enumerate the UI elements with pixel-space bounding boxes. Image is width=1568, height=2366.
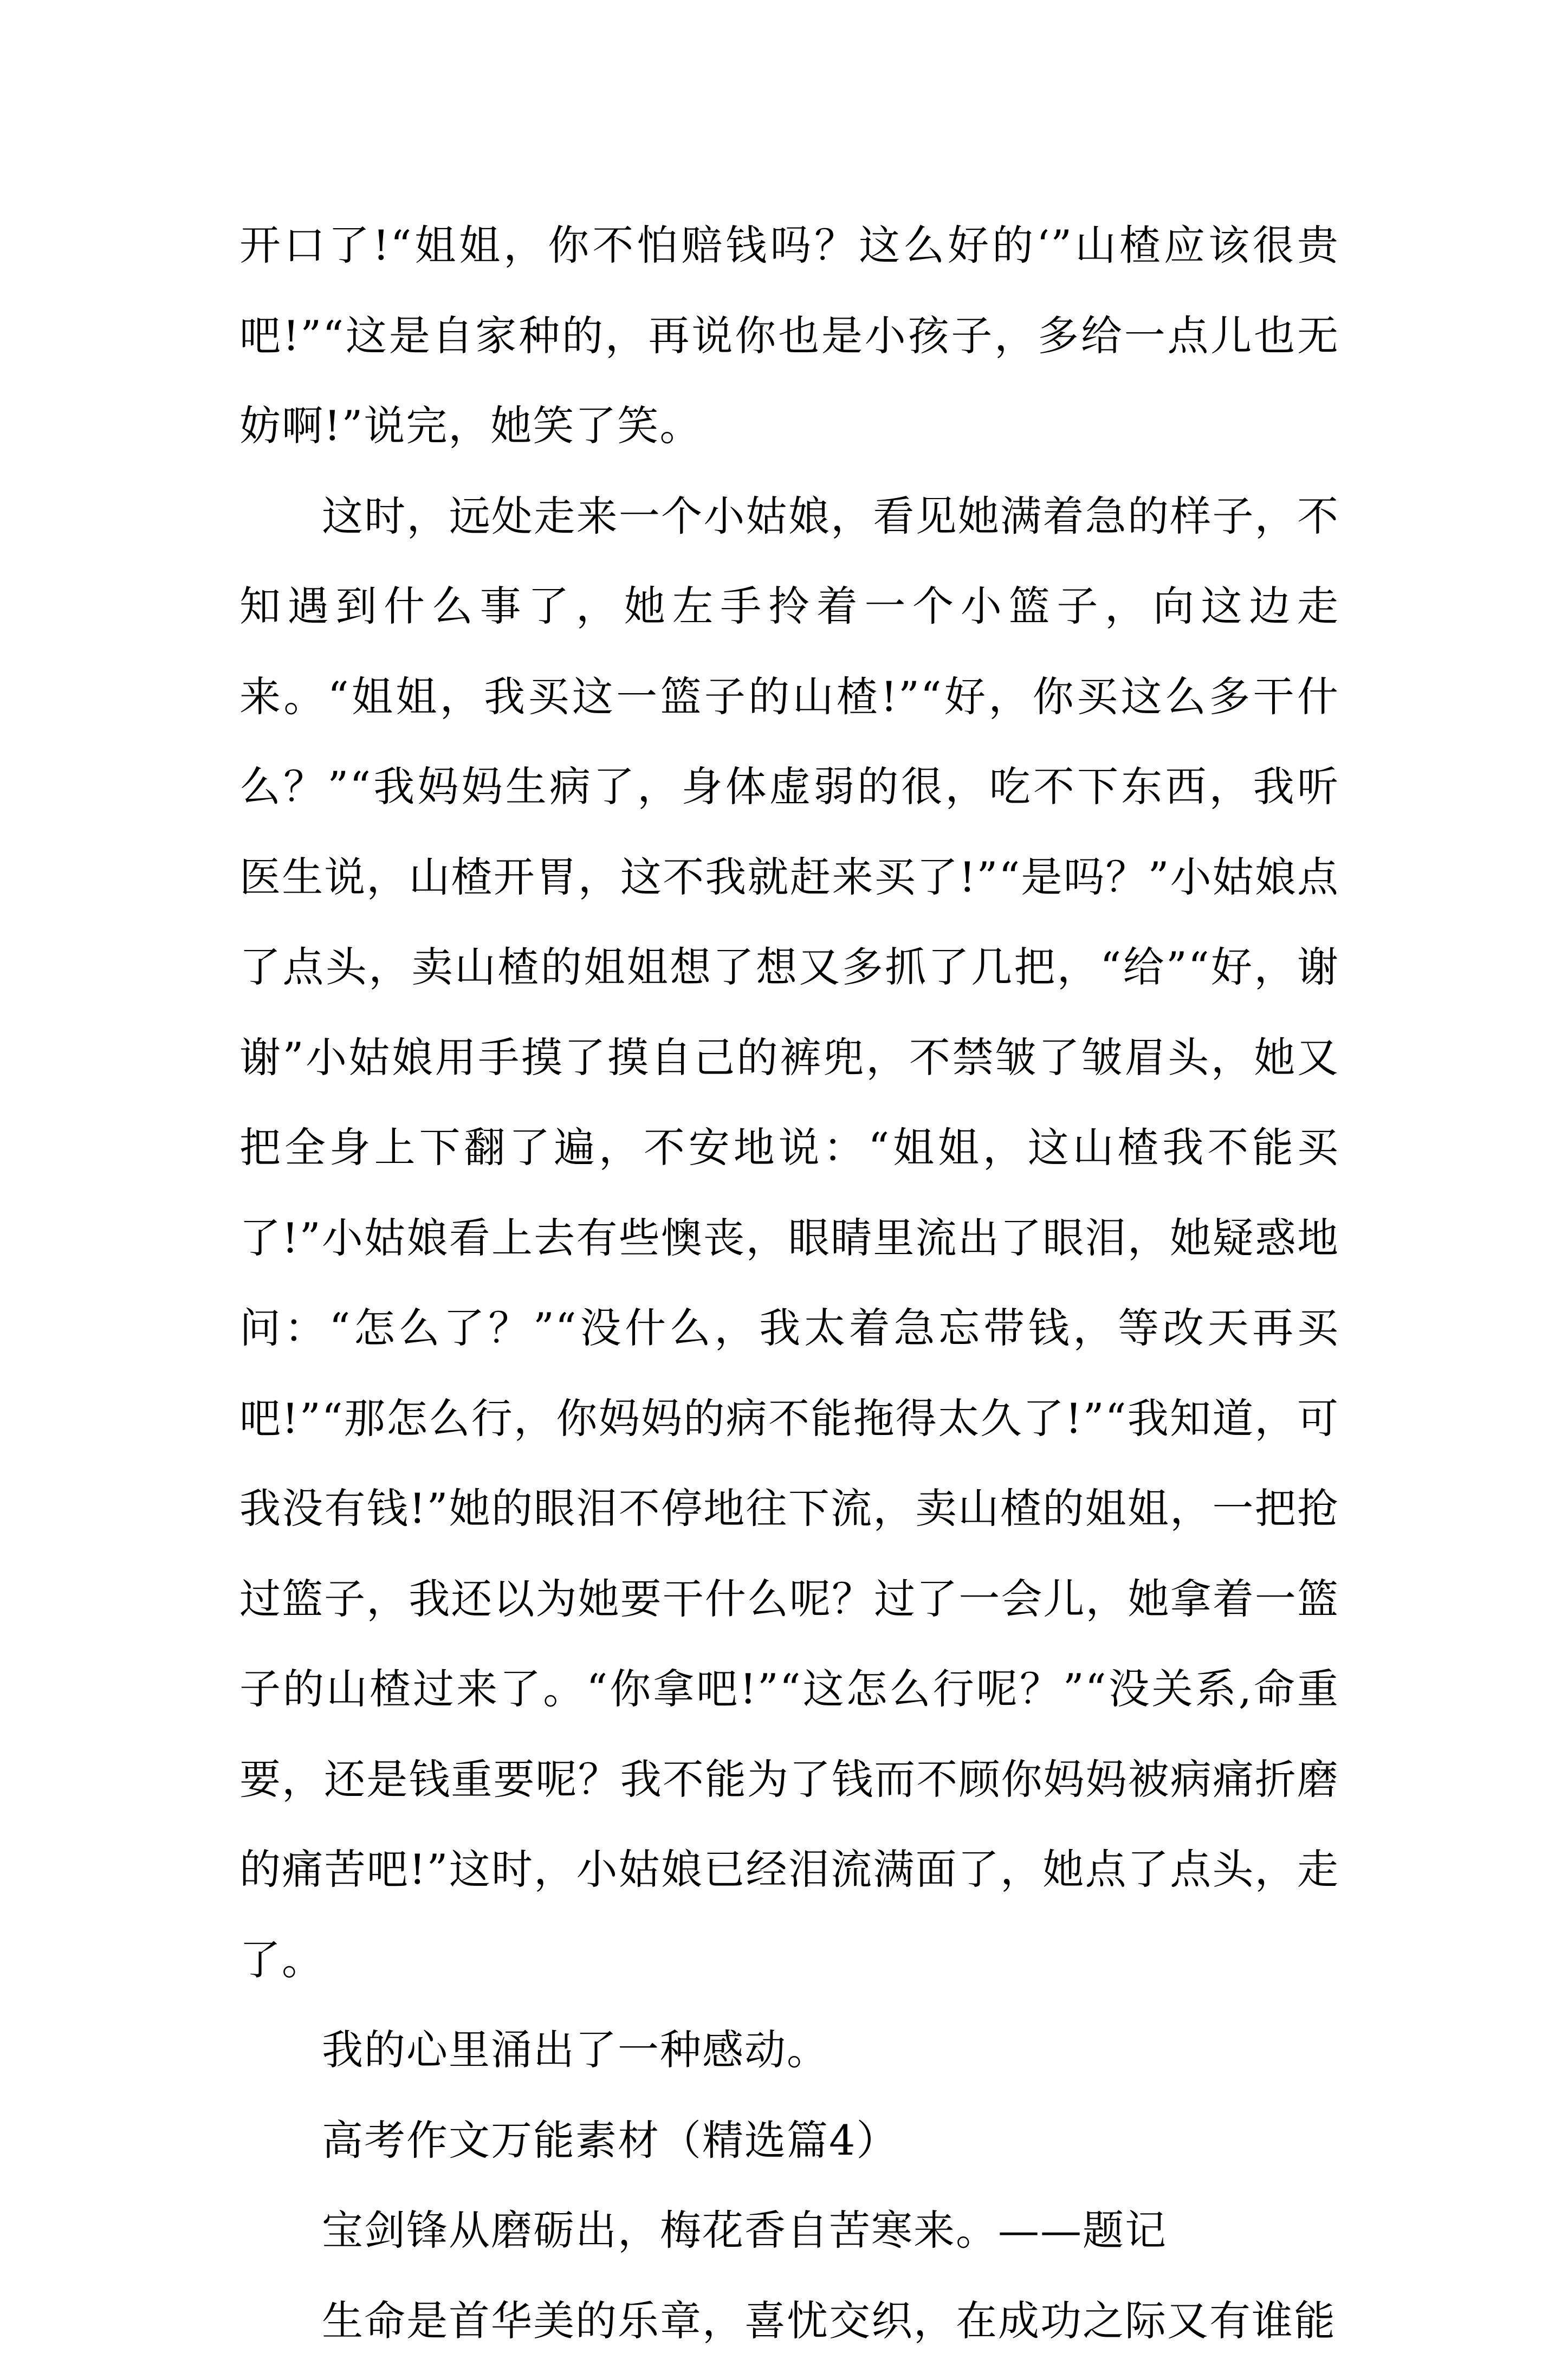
paragraph-2: 这时，远处走来一个小姑娘，看见她满着急的样子，不知遇到什么事了，她左手拎着一个小篮子，向这边走来。“姐姐，我买这一篮子的山楂!”“好，你买这么多干什么？”“我妈妈生病了，身体虚弱的很，吃不下东西，我听医生说，山楂开胃，这不我就赶来买了!”“是吗？”小姑娘点了点头，卖山楂的姐姐想了想又多抓了几把，“给”“好，谢谢”小姑娘用手摸了摸自己的裤兜，不禁皱了皱眉头，她又把全身上下翻了遍，不安地说：“姐姐，这山楂我不能买了!”小姑娘看上去有些懊丧，眼睛里流出了眼泪，她疑惑地问：“怎么了？”“没什么，我太着急忘带钱，等改天再买吧!”“那怎么行，你妈妈的病不能拖得太久了!”“我知道，可我没有钱!”她的眼泪不停地往下流，卖山楂的姐姐，一把抢过篮子，我还以为她要干什么呢？过了一会儿，她拿着一篮子的山楂过来了。“你拿吧!”“这怎么行呢？”“没关系,命重要，还是钱重要呢？我不能为了钱而不顾你妈妈被病痛折磨的痛苦吧!”这时，小姑娘已经泪流满面了，她点了点头，走了。 <box>239 471 1339 2006</box>
paragraph-6: 生命是首华美的乐章，喜忧交织，在成功之际又有谁能 <box>239 2276 1339 2366</box>
document-body <box>239 201 1339 2366</box>
paragraph-1: 开口了!“姐姐，你不怕赔钱吗？这么好的‘”山楂应该很贵吧!”“这是自家种的，再说你也是小孩子，多给一点儿也无妨啊!”说完，她笑了笑。 <box>239 201 1339 471</box>
epigraph: 宝剑锋从磨砺出，梅花香自苦寒来。——题记 <box>239 2186 1339 2276</box>
section-heading: 高考作文万能素材（精选篇4） <box>239 2096 1339 2186</box>
paragraph-3: 我的心里涌出了一种感动。 <box>239 2005 1339 2096</box>
